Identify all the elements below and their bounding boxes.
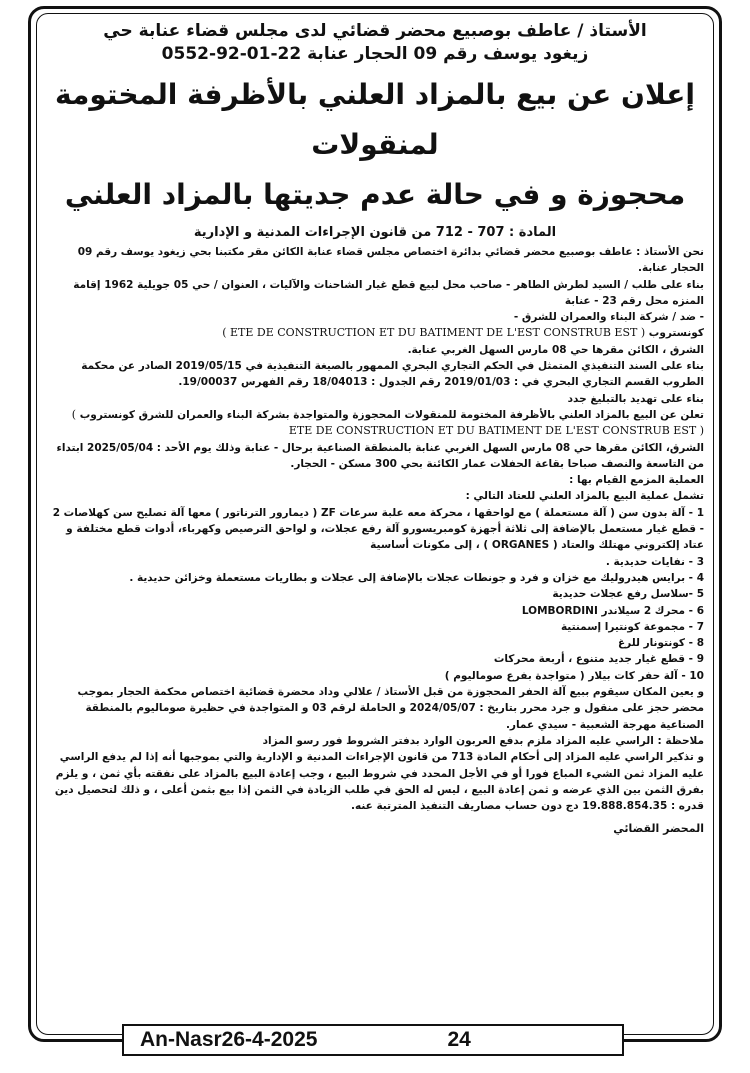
paragraph-reminder: و تذكير الراسي عليه المزاد إلى أحكام المادة 713 من قانون الإجراءات المدنية و الإدارية والتي بموجبها أنه إذا لم يدفع الراسي عليه المزاد ثمن الشيء المباع فورا أو في الأجل المحدد في شروط البيع ، وجب إعادة البيع بالمزاد على نفقته بأي ثمن ، و يلزم بفرق الثمن بين الذي عرضه و ثمن إعادة البيع ، ليس له الحق في طلب الزيادة في الثمن إذا بيع بثمن أعلى ، و ذلك لتحصيل دين قدره : 19.888.854.35 دج دون حساب مصاريف التنفيذ المترتبة عنه. <box>54 751 704 813</box>
footer-box <box>122 1024 624 1056</box>
page-number: 24 <box>447 1028 471 1051</box>
list-item-6: 6 - محرك 2 سيلاندر LOMBORDINI <box>521 604 704 617</box>
paragraph-notice: بناء على تهديد بالتبليغ جدد <box>567 392 704 405</box>
paragraph-sale <box>46 407 704 440</box>
paragraph-against: - ضد / شركة البناء والعمران للشرق - <box>513 311 704 324</box>
list-item-5: 5 -سلاسل رفع عجلات حديدية <box>552 588 704 601</box>
signature: المحضر القضائي <box>613 822 704 836</box>
title-line-2: محجوزة و في حالة عدم جديتها بالمزاد العلني <box>64 178 686 211</box>
list-item-10: 10 - آلة حفر كات بيلار ( متواجدة بفرع صوماليوم ) <box>444 669 704 682</box>
header-line-1: الأستاذ / عاطف بوصبيع محضر قضائي لدى مجلس قضاء عنابة حي <box>103 21 647 41</box>
paragraph-requester: بناء على طلب / السيد لطرش الطاهر - صاحب محل لبيع قطع غيار الشاحنات والآليات ، العنوان / حي 05 جويلية 1962 إقامة المنزه محل رقم 23 - عنابة <box>73 278 704 307</box>
list-item-4: 4 - برايس هيدروليك مع خزان و فرد و جونطات عجلات بالإضافة إلى عجلات و بطاريات مستعملة وخزائن حديدية . <box>129 571 704 584</box>
paragraph-address: الشرق ، الكائن مقرها حي 08 مارس السهل الغربي عنابة. <box>407 343 704 356</box>
list-item-1: 1 - آلة بدون سن ( آلة مستعملة ) مع لواحقها ، محركة معه علبة سرعات ZF ( ديمارور الترناتور ) معها آلة تصليح سن كهلاصات 2 - قطع غيار مستعمل بالإضافة إلى ثلاثة أجهزة كومبريسورو آلة رفع عجلات، و لواحق الترصيص وكهرباء، أدوات قطع مختلفة و عتاد إلكتروني مهتلك والعتاد ( ORGANES ) ، إلى مكونات أساسية <box>52 506 704 552</box>
paragraph-includes: تشمل عملية البيع بالمزاد العلني للعتاد التالي : <box>465 490 704 503</box>
list-item-9: 9 - قطع غيار جديد متنوع ، أربعة محركات <box>493 653 704 666</box>
sale-text: تعلن عن البيع بالمزاد العلني بالأظرفة المختومة للمنقولات المحجوزة والمتواجدة بشركة البناء والعمران للشرق كونستروب <box>79 408 704 421</box>
title-line-1: إعلان عن بيع بالمزاد العلني بالأظرفة المختومة لمنقولات <box>55 78 695 161</box>
paragraph-judgment: بناء على السند التنفيذي المتمثل في الحكم التجاري البحري الممهور بالصيغة التنفيذية في 2019/05/15 الصادر عن محكمة الطروب القسم التجاري البحري في : 2019/01/03 رقم الجدول : 18/04013 رقم الفهرس 19/00037. <box>81 360 704 389</box>
paragraph-seizure: و يعين المكان سيقوم ببيع آلة الحفر المحجوزة من قبل الأستاذ / علالي وداد محضرة قضائية اختصاص محكمة الحجار بموجب محضر حجز على منقول و جرد محرر بتاريخ : 2024/05/07 و الحاملة لرقم 03 و المتواجدة في حظيرة صوماليوم بالمنطقة الصناعية مهرجة الشعبية - سيدي عمار. <box>77 686 704 731</box>
header-line-2: زيغود يوسف رقم 09 الحجار عنابة 22-01-92-0552 <box>161 44 589 64</box>
list-item-3: 3 - نفايات حديدية . <box>605 555 704 568</box>
footer-source: An-Nasr26-4-2025 <box>140 1028 318 1051</box>
announcement-body <box>46 244 704 814</box>
company-name-latin-b: ( ETE DE CONSTRUCTION ET DU BATIMENT DE L'EST CONSTRUB EST ) <box>71 407 704 438</box>
paragraph-sale-date: الشرق، الكائن مقرها حي 08 مارس السهل الغربي عنابة بالمنطقة الصناعية برحال - عنابة وذلك يوم الأحد : 2025/05/04 ابتداء من التاسعة والنصف صباحا بقاعة الحفلات عمار الكائنة بحي 300 مسكن - الحجار. <box>56 441 704 470</box>
legal-article: المادة : 707 - 712 من قانون الإجراءات المدنية و الإدارية <box>193 225 557 240</box>
paragraph-company-a <box>46 325 704 341</box>
company-name-latin-a: ( ETE DE CONSTRUCTION ET DU BATIMENT DE L'EST CONSTRUB EST ) <box>222 326 646 340</box>
list-item-7: 7 - مجموعة كونتيرا إسمنتية <box>560 620 704 633</box>
company-name-ar: كونستروب <box>648 327 704 340</box>
paragraph-intro: نحن الأستاذ : عاطف بوصبيع محضر قضائي بدائرة اختصاص مجلس قضاء عنابة الكائن مقر مكتبنا بحي زيغود يوسف رقم 09 الحجار عنابة. <box>77 246 704 275</box>
paragraph-operation: العملية المزمع القيام بها : <box>569 474 704 487</box>
paragraph-note: ملاحظة : الراسي عليه المزاد ملزم بدفع العربون الوارد بدفتر الشروط فور رسو المزاد <box>262 734 704 747</box>
list-item-8: 8 - كونتونار للرغ <box>617 637 704 650</box>
announcement <box>46 20 704 846</box>
